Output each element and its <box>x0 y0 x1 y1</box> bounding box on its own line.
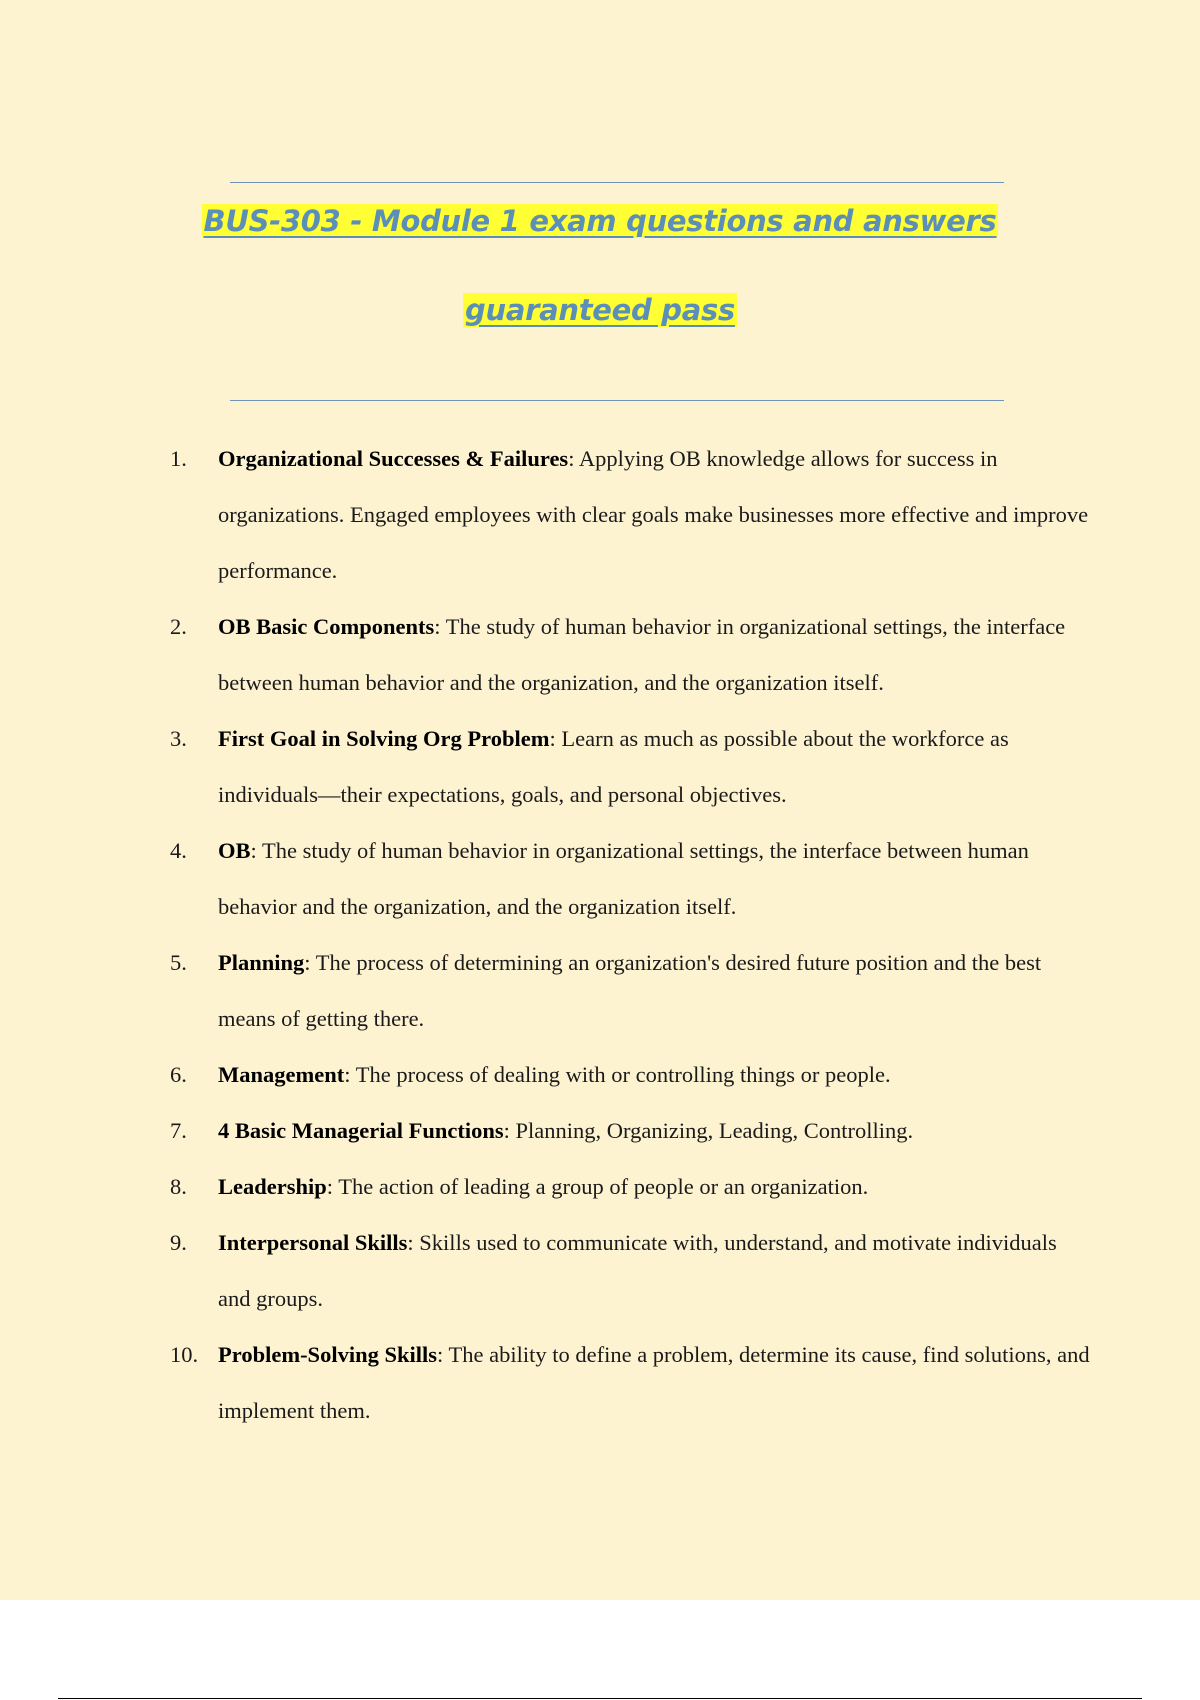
title-top-rule <box>230 182 1004 183</box>
item-definition: Skills used to communicate with, understand, and motivate individuals and groups. <box>218 1230 1057 1311</box>
list-item <box>170 935 1090 1047</box>
document-title-line-2 <box>0 293 1200 327</box>
title-bottom-rule <box>230 400 1004 401</box>
item-number: 9. <box>170 1230 187 1255</box>
item-definition: The study of human behavior in organizational settings, the interface between human behavior and the organization, and the organization itself. <box>218 614 1066 695</box>
item-separator: : <box>326 1174 339 1199</box>
item-number: 10. <box>170 1342 199 1367</box>
item-separator: : <box>304 950 316 975</box>
list-item <box>170 1327 1090 1439</box>
item-separator: : <box>250 838 262 863</box>
item-term: Interpersonal Skills <box>218 1230 408 1255</box>
item-definition: The study of human behavior in organizational settings, the interface between human behavior and the organization, and the organization itself. <box>218 838 1029 919</box>
item-separator: : <box>503 1118 516 1143</box>
title-highlight-2: guaranteed pass <box>465 293 735 327</box>
item-definition: Planning, Organizing, Leading, Controlling. <box>515 1118 914 1143</box>
item-definition: Applying OB knowledge allows for success in organizations. Engaged employees with clear goals make businesses more effective and improve performance. <box>218 446 1089 583</box>
item-term: Problem-Solving Skills <box>218 1342 438 1367</box>
item-number: 4. <box>170 838 187 863</box>
item-separator: : <box>434 614 446 639</box>
list-item <box>170 599 1090 711</box>
list-item <box>170 711 1090 823</box>
item-term: OB Basic Components <box>218 614 435 639</box>
item-number: 5. <box>170 950 187 975</box>
item-term: OB <box>218 838 251 863</box>
list-item <box>170 1215 1090 1327</box>
item-term: Organizational Successes & Failures <box>218 446 569 471</box>
list-item <box>170 431 1090 599</box>
item-definition: The process of dealing with or controlling things or people. <box>355 1062 891 1087</box>
item-definition: The action of leading a group of people or an organization. <box>338 1174 869 1199</box>
item-number: 8. <box>170 1174 187 1199</box>
item-separator: : <box>549 726 562 751</box>
item-term: 4 Basic Managerial Functions <box>218 1118 504 1143</box>
item-separator: : <box>437 1342 449 1367</box>
item-number: 6. <box>170 1062 187 1087</box>
list-item <box>170 823 1090 935</box>
item-definition: The process of determining an organization's desired future position and the best means of getting there. <box>218 950 1042 1031</box>
item-term: Leadership <box>218 1174 327 1199</box>
list-item <box>170 1047 1090 1103</box>
qa-list <box>170 431 1090 1439</box>
item-separator: : <box>407 1230 420 1255</box>
list-item <box>170 1103 1090 1159</box>
document-title-line-1 <box>0 204 1200 238</box>
item-number: 3. <box>170 726 187 751</box>
list-item <box>170 1159 1090 1215</box>
item-separator: : <box>344 1062 356 1087</box>
item-term: Planning <box>218 950 305 975</box>
item-definition: The ability to define a problem, determine its cause, find solutions, and implement them. <box>218 1342 1090 1423</box>
title-highlight-1: BUS-303 - Module 1 exam questions and answers <box>203 204 997 238</box>
item-number: 1. <box>170 446 187 471</box>
item-separator: : <box>568 446 579 471</box>
page-bottom-divider <box>58 1698 1142 1699</box>
item-number: 2. <box>170 614 187 639</box>
item-number: 7. <box>170 1118 187 1143</box>
item-term: Management <box>218 1062 345 1087</box>
item-definition: Learn as much as possible about the workforce as individuals—their expectations, goals, and personal objectives. <box>218 726 1009 807</box>
item-term: First Goal in Solving Org Problem <box>218 726 550 751</box>
